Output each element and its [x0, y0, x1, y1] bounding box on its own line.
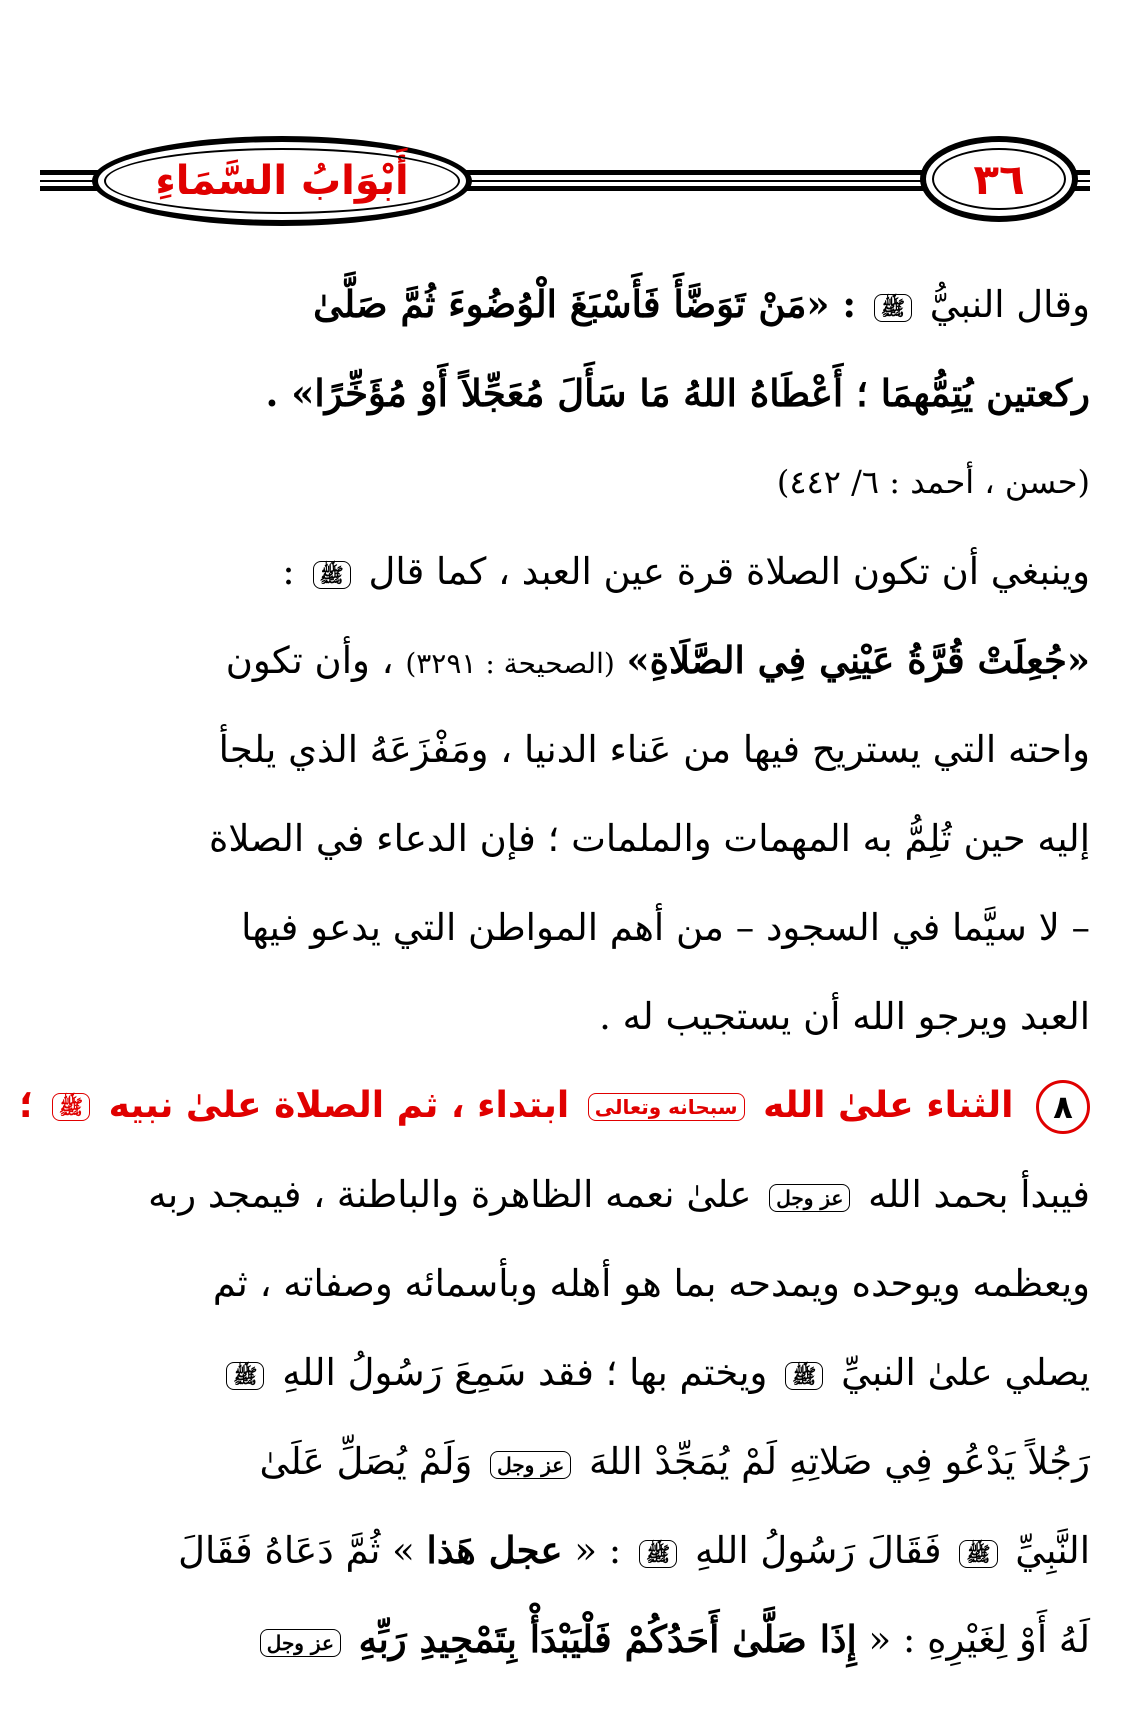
text-span: » ثُمَّ دَعَاهُ فَقَالَ	[178, 1529, 415, 1572]
text-line: ويعظمه ويوحده ويمدحه بما هو أهله وبأسمائه وصفاته ، ثم	[212, 1262, 1090, 1305]
text-line	[50, 1328, 1090, 1417]
text-line	[50, 260, 1090, 349]
hadith-reference: (حسن ، أحمد : ٦/ ٤٤٢)	[776, 463, 1090, 501]
text-line	[50, 1150, 1090, 1239]
book-title: أَبْوَابُ السَّمَاءِ	[155, 158, 409, 204]
text-span: ، وأن تكون	[225, 639, 394, 682]
section-number: ٨	[1036, 1080, 1090, 1134]
text-span: وينبغي أن تكون الصلاة قرة عين العبد ، كما قال	[368, 550, 1090, 593]
text-span: رَجُلاً يَدْعُو فِي صَلاتِهِ لَمْ يُمَجِّدْ اللهَ	[589, 1440, 1090, 1483]
text-span: :	[282, 550, 295, 593]
book-title-frame	[92, 136, 472, 226]
page-number: ٣٦	[973, 154, 1025, 204]
salawat-glyph: ﷺ	[959, 1540, 997, 1568]
azza-wajal-glyph: عز وجل	[490, 1451, 571, 1479]
text-span: لَهُ أَوْ لِغَيْرِهِ : «	[868, 1618, 1090, 1661]
text-span: فيبدأ بحمد الله	[868, 1173, 1090, 1216]
text-line	[50, 616, 1090, 705]
heading-text: ؛	[18, 1085, 34, 1126]
text-line	[50, 1417, 1090, 1506]
text-span: وقال النبيُّ	[929, 283, 1090, 326]
text-line: إليه حين تُلِمُّ به المهمات والملمات ؛ فإن الدعاء في الصلاة	[209, 817, 1090, 860]
heading-text: الثناء علىٰ الله	[763, 1085, 1014, 1126]
text-line	[50, 1595, 1090, 1684]
text-span: ويختم بها ؛ فقد سَمِعَ رَسُولُ اللهِ	[282, 1351, 768, 1394]
azza-wajal-glyph: عز وجل	[260, 1629, 341, 1657]
page-number-frame	[920, 136, 1078, 222]
salawat-glyph: ﷺ	[52, 1093, 90, 1121]
text-span: النَّبِيِّ	[1015, 1529, 1090, 1572]
text-span: علىٰ نعمه الظاهرة والباطنة ، فيمجد ربه	[148, 1173, 752, 1216]
text-line: العبد ويرجو الله أن يستجيب له .	[599, 995, 1090, 1038]
hadith-reference: (الصحيحة : ٣٢٩١)	[405, 647, 615, 680]
salawat-glyph: ﷺ	[226, 1362, 264, 1390]
salawat-glyph: ﷺ	[785, 1362, 823, 1390]
text-line	[50, 1506, 1090, 1595]
page-header	[0, 130, 1132, 240]
text-line: واحته التي يستريح فيها من عَناء الدنيا ، ومَفْزَعَهُ الذي يلجأ	[218, 728, 1090, 771]
salawat-glyph: ﷺ	[313, 561, 351, 589]
text-span: فَقَالَ رَسُولُ اللهِ	[694, 1529, 942, 1572]
subhanahu-glyph: سبحانه وتعالى	[588, 1093, 745, 1121]
heading-text: ابتداء ، ثم الصلاة علىٰ نبيه	[108, 1085, 570, 1126]
hadith-text-line: ركعتين يُتِمُّهمَا ؛ أَعْطَاهُ اللهُ مَا سَأَلَ مُعَجِّلاً أَوْ مُؤَخِّرًا» .	[265, 371, 1090, 415]
salawat-glyph: ﷺ	[639, 1540, 677, 1568]
hadith-text: «جُعِلَتْ قُرَّةُ عَيْنِي فِي الصَّلَاةِ»	[626, 638, 1090, 682]
salawat-glyph: ﷺ	[874, 294, 912, 322]
text-span: وَلَمْ يُصَلِّ عَلَىٰ	[259, 1440, 473, 1483]
text-line	[50, 527, 1090, 616]
page-body	[18, 260, 1090, 1684]
text-line: – لا سيَّما في السجود – من أهم المواطن التي يدعو فيها	[241, 906, 1090, 949]
text-span: : «	[574, 1529, 622, 1572]
text-span: يصلي علىٰ النبيِّ	[841, 1351, 1090, 1394]
hadith-text: إِذَا صَلَّىٰ أَحَدُكُمْ فَلْيَبْدَأْ بِتَمْجِيدِ رَبِّهِ	[358, 1617, 857, 1661]
hadith-text: : «مَنْ تَوَضَّأَ فَأَسْبَغَ الْوُضُوءَ ثُمَّ صَلَّىٰ	[313, 282, 857, 326]
hadith-text: عجل هَذا	[426, 1528, 563, 1572]
section-heading	[18, 1061, 1090, 1150]
azza-wajal-glyph: عز وجل	[769, 1184, 850, 1212]
